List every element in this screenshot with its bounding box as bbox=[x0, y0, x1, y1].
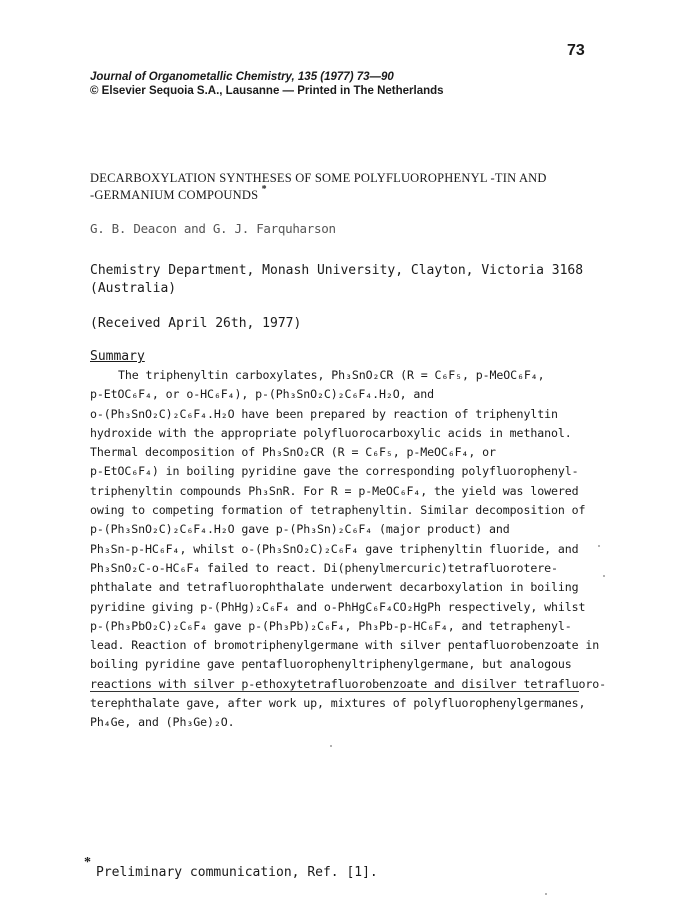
summary-line: The triphenyltin carboxylates, Ph₃SnO₂CR (R = C₆F₅, p-MeOC₆F₄, bbox=[118, 368, 545, 382]
summary-line: triphenyltin compounds Ph₃SnR. For R = p-MeOC₆F₄, the yield was lowered bbox=[90, 483, 579, 498]
summary-line: reactions with silver p-ethoxytetrafluorobenzoate and disilver tetrafluoro- bbox=[90, 676, 607, 691]
scan-speck bbox=[603, 575, 605, 577]
summary-line: p-EtOC₆F₄, or o-HC₆F₄), p-(Ph₃SnO₂C)₂C₆F₄.H₂O, and bbox=[90, 387, 435, 402]
summary-line: hydroxide with the appropriate polyfluorocarboxylic acids in methanol. bbox=[90, 425, 572, 440]
journal-citation: Journal of Organometallic Chemistry, 135 (1977) 73—90 bbox=[90, 71, 394, 83]
summary-line: lead. Reaction of bromotriphenylgermane with silver pentafluorobenzoate in bbox=[90, 638, 600, 653]
affiliation-line-2: (Australia) bbox=[90, 281, 177, 296]
summary-line: Thermal decomposition of Ph₃SnO₂CR (R = C₆F₅, p-MeOC₆F₄, or bbox=[90, 445, 496, 460]
scan-speck bbox=[545, 893, 547, 895]
summary-line: Ph₄Ge, and (Ph₃Ge)₂O. bbox=[90, 715, 235, 730]
affiliation bbox=[90, 262, 650, 298]
page-number: 73 bbox=[567, 42, 585, 59]
summary-line: phthalate and tetrafluorophthalate underwent decarboxylation in boiling bbox=[90, 580, 579, 595]
scan-speck bbox=[598, 545, 600, 547]
title-line-2 bbox=[90, 184, 547, 205]
received-date: (Received April 26th, 1977) bbox=[90, 316, 302, 331]
scan-speck bbox=[330, 745, 332, 747]
summary-line: pyridine giving p-(PhHg)₂C₆F₄ and o-PhHgC₆F₄CO₂HgPh respectively, whilst bbox=[90, 599, 586, 614]
summary-line: boiling pyridine gave pentafluorophenyltriphenylgermane, but analogous bbox=[90, 657, 572, 672]
summary-line: terephthalate gave, after work up, mixtures of polyfluorophenylgermanes, bbox=[90, 696, 586, 711]
article-title bbox=[90, 170, 547, 205]
title-line-1: DECARBOXYLATION SYNTHESES OF SOME POLYFLUOROPHENYL -TIN AND bbox=[90, 171, 547, 185]
copyright-line: © Elsevier Sequoia S.A., Lausanne — Printed in The Netherlands bbox=[90, 85, 444, 97]
summary-line: o-(Ph₃SnO₂C)₂C₆F₄.H₂O have been prepared by reaction of triphenyltin bbox=[90, 406, 558, 421]
summary-line: p-(Ph₃SnO₂C)₂C₆F₄.H₂O gave p-(Ph₃Sn)₂C₆F₄ (major product) and bbox=[90, 522, 510, 537]
footnote-divider bbox=[90, 691, 579, 692]
summary-line: p-EtOC₆F₄) in boiling pyridine gave the corresponding polyfluorophenyl- bbox=[90, 464, 579, 479]
summary-line: owing to competing formation of tetraphenyltin. Similar decomposition of bbox=[90, 503, 586, 518]
summary-line: Ph₃SnO₂C-o-HC₆F₄ failed to react. Di(phenylmercuric)tetrafluorotere- bbox=[90, 560, 558, 575]
authors: G. B. Deacon and G. J. Farquharson bbox=[90, 221, 336, 236]
summary-text bbox=[90, 366, 610, 733]
title-footnote-mark: * bbox=[261, 184, 267, 195]
footnote-mark: * bbox=[84, 855, 91, 870]
footnote: Preliminary communication, Ref. [1]. bbox=[96, 865, 378, 880]
summary-line: Ph₃Sn-p-HC₆F₄, whilst o-(Ph₃SnO₂C)₂C₆F₄ gave triphenyltin fluoride, and bbox=[90, 541, 579, 556]
title-line-2-text: -GERMANIUM COMPOUNDS bbox=[90, 188, 259, 202]
affiliation-line-1: Chemistry Department, Monash University, Clayton, Victoria 3168 bbox=[90, 263, 584, 278]
summary-heading: Summary bbox=[90, 349, 145, 364]
summary-line: p-(Ph₃PbO₂C)₂C₆F₄ gave p-(Ph₃Pb)₂C₆F₄, Ph₃Pb-p-HC₆F₄, and tetraphenyl- bbox=[90, 618, 572, 633]
